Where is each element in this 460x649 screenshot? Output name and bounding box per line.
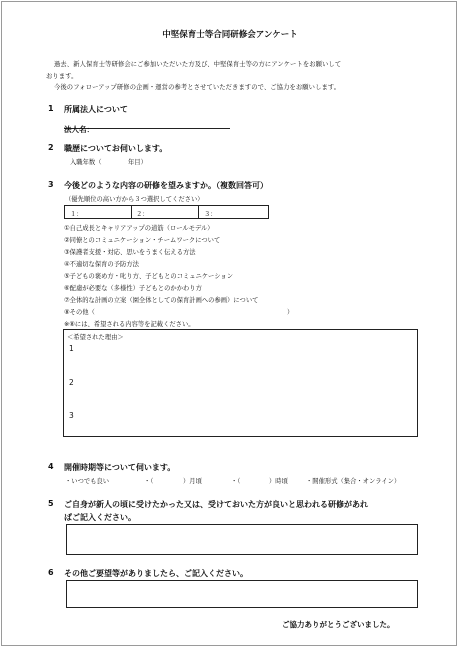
intro-line-3: 今後のフォローアップ研修の企画・運営の参考とさせていただきますので、ご協力をお願いします。 <box>54 84 341 91</box>
intro-line-1: 過去、新人保育士等研修会にご参加いただいた方及び、中堅保育士等の方にアンケートをお願いして <box>54 61 342 68</box>
years-label: 入職年数（ <box>70 159 102 166</box>
survey-page <box>1 1 457 646</box>
reason-box-label: ＜希望された理由＞ <box>67 334 124 341</box>
q4-number: 4 <box>48 462 54 471</box>
q6-heading: その他ご要望等がありましたら、ご記入ください。 <box>64 569 248 578</box>
option-4: ④不適切な保育の予防方法 <box>64 261 139 268</box>
option-3: ③保護者支援・対応、思いをうまく伝える方法 <box>64 249 196 256</box>
rank-divider <box>131 206 132 218</box>
option-8: ⑧その他（ <box>64 309 95 316</box>
option-5: ⑤子どもの褒め方・叱り方、子どもとのコミュニケーション <box>64 273 233 280</box>
q4-heading: 開催時期等について伺います。 <box>64 463 176 472</box>
q5-answer-box[interactable] <box>66 524 418 555</box>
years-unit: 年目） <box>128 159 147 166</box>
rank-divider <box>198 206 199 218</box>
format-option: ・開催形式（集合・オンライン） <box>306 478 401 485</box>
reason-box[interactable] <box>63 329 418 437</box>
q1-heading: 所属法人について <box>64 105 128 114</box>
option-1: ①自己成長とキャリアアップの道筋（ロールモデル） <box>64 225 214 232</box>
rank-table <box>64 205 269 219</box>
company-name-label: 法人名： <box>64 125 94 134</box>
rank-1-cell[interactable]: １： <box>70 211 83 218</box>
time-input[interactable] <box>244 475 268 484</box>
q3-number: 3 <box>48 180 54 189</box>
q3-heading: 今後どのような内容の研修を望みますか。（複数回答可） <box>64 181 268 190</box>
closing-message: ご協力ありがとうございました。 <box>282 620 395 629</box>
q5-heading-line-2: ばご記入ください。 <box>64 513 136 522</box>
option-2: ②同僚とのコミュニケーション・チームワークについて <box>64 237 221 244</box>
q2-number: 2 <box>48 143 54 152</box>
q6-answer-box[interactable] <box>66 580 418 608</box>
q6-number: 6 <box>48 568 54 577</box>
reason-line-3: 3 <box>69 411 74 420</box>
company-name-field[interactable] <box>64 117 230 134</box>
time-open: ・（ <box>231 478 241 485</box>
intro-line-2: おります。 <box>46 73 78 80</box>
reason-line-2: 2 <box>69 378 74 387</box>
option-8-close: ） <box>287 309 294 316</box>
month-input[interactable] <box>157 475 181 484</box>
option-anytime: ・いつでも良い <box>65 478 110 485</box>
q5-heading-line-1: ご自身が新人の頃に受けたかった又は、受けておいた方が良いと思われる研修があれ <box>64 500 368 509</box>
option-7: ⑦全体的な計画の立案（園全体としての保育計画への参画）について <box>64 297 259 304</box>
other-input[interactable] <box>110 307 286 316</box>
q5-number: 5 <box>48 499 54 508</box>
rank-3-cell[interactable]: ３： <box>204 211 217 218</box>
q2-heading: 職歴についてお伺いします。 <box>64 144 168 153</box>
q1-number: 1 <box>48 104 54 113</box>
month-open: ・（ <box>144 478 154 485</box>
rank-2-cell[interactable]: ２： <box>136 211 149 218</box>
years-input[interactable] <box>107 156 127 165</box>
reason-line-1: 1 <box>69 344 74 353</box>
priority-note: （優先順位の高い方から３つ選択してください） <box>65 196 204 203</box>
month-close: ）月頃 <box>183 478 202 485</box>
time-close: ）時頃 <box>269 478 288 485</box>
option-6: ⑥配慮が必要な（多様性）子どもとのかかわり方 <box>64 285 202 292</box>
option-note: ※⑧には、希望される内容等を記載ください。 <box>64 321 195 328</box>
page-title: 中堅保育士等合同研修会アンケート <box>162 30 298 40</box>
